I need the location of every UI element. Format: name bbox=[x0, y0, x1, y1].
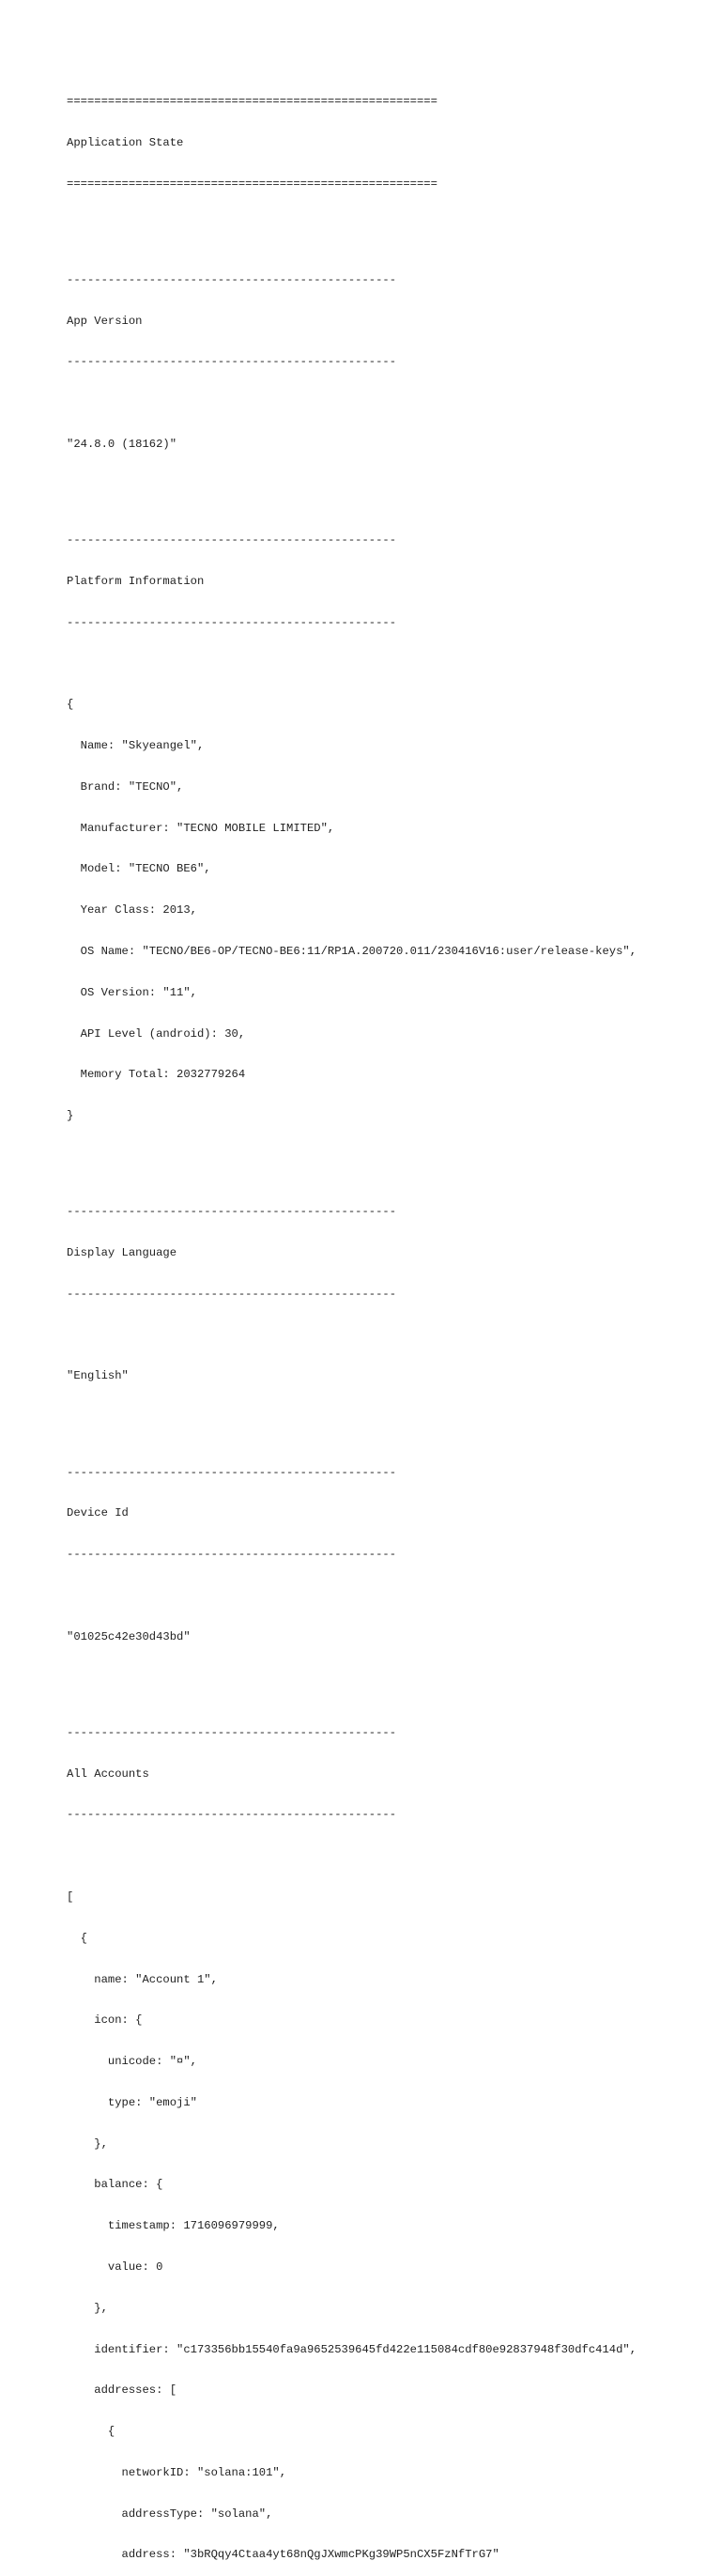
platform-model: Model: "TECNO BE6", bbox=[67, 862, 211, 876]
blank-line bbox=[67, 1671, 637, 1685]
blank-line bbox=[67, 1329, 637, 1343]
platform-year-class: Year Class: 2013, bbox=[67, 903, 197, 918]
section-heading-all-accounts: All Accounts bbox=[67, 1766, 149, 1781]
account-balance-timestamp: timestamp: 1716096979999, bbox=[67, 2219, 280, 2233]
platform-open-brace: { bbox=[67, 698, 74, 712]
account-balance-value: value: 0 bbox=[67, 2260, 163, 2274]
application-state-document bbox=[67, 68, 637, 2576]
account-open-brace: { bbox=[67, 1931, 87, 1945]
app-version-value: "24.8.0 (18162)" bbox=[67, 438, 177, 452]
section-rule: ------------------------------------------------ bbox=[67, 1287, 397, 1301]
section-rule: ------------------------------------------------ bbox=[67, 1548, 397, 1562]
account-addresses-open: addresses: [ bbox=[67, 2383, 177, 2398]
section-rule: ------------------------------------------------ bbox=[67, 1725, 397, 1739]
double-rule-top: ====================================================== bbox=[67, 95, 437, 109]
blank-line bbox=[67, 219, 637, 233]
section-heading-app-version: App Version bbox=[67, 314, 143, 328]
section-heading-platform-information: Platform Information bbox=[67, 574, 205, 588]
account-balance-close: }, bbox=[67, 2301, 108, 2315]
accounts-open-bracket: [ bbox=[67, 1890, 74, 1904]
platform-api-level: API Level (android): 30, bbox=[67, 1026, 246, 1041]
section-rule: ------------------------------------------------ bbox=[67, 1808, 397, 1822]
device-id-value: "01025c42e30d43bd" bbox=[67, 1629, 191, 1643]
account-name: name: "Account 1", bbox=[67, 1972, 218, 1986]
section-rule: ------------------------------------------------ bbox=[67, 1465, 397, 1479]
blank-line bbox=[67, 1411, 637, 1425]
address-open-brace: { bbox=[67, 2425, 115, 2439]
section-rule: ------------------------------------------------ bbox=[67, 615, 397, 629]
address-value: address: "3bRQqy4Ctaa4yt68nQgJXwmcPKg39WP5nCX5FzNfTrG7" bbox=[67, 2548, 499, 2562]
address-network-id: networkID: "solana:101", bbox=[67, 2465, 287, 2479]
blank-line bbox=[67, 1849, 637, 1863]
platform-close-brace: } bbox=[67, 1109, 74, 1123]
section-rule: ------------------------------------------------ bbox=[67, 533, 397, 548]
platform-os-name: OS Name: "TECNO/BE6-OP/TECNO-BE6:11/RP1A.200720.011/230416V16:user/release-keys", bbox=[67, 945, 637, 958]
section-heading-device-id: Device Id bbox=[67, 1506, 129, 1520]
section-rule: ------------------------------------------------ bbox=[67, 1205, 397, 1219]
platform-name: Name: "Skyeangel", bbox=[67, 739, 205, 753]
section-rule: ------------------------------------------------ bbox=[67, 355, 397, 369]
account-balance-open: balance: { bbox=[67, 2178, 163, 2192]
address-type: addressType: "solana", bbox=[67, 2507, 273, 2521]
document-title: Application State bbox=[67, 135, 184, 149]
platform-brand: Brand: "TECNO", bbox=[67, 779, 184, 794]
section-heading-display-language: Display Language bbox=[67, 1246, 177, 1260]
double-rule-bottom: ====================================================== bbox=[67, 177, 437, 191]
blank-line bbox=[67, 1150, 637, 1165]
platform-manufacturer: Manufacturer: "TECNO MOBILE LIMITED", bbox=[67, 821, 335, 835]
display-language-value: "English" bbox=[67, 1369, 129, 1383]
account-identifier: identifier: "c173356bb15540fa9a9652539645fd422e115084cdf80e92837948f30dfc414d", bbox=[67, 2342, 637, 2356]
section-rule: ------------------------------------------------ bbox=[67, 272, 397, 286]
blank-line bbox=[67, 479, 637, 493]
platform-memory-total: Memory Total: 2032779264 bbox=[67, 1068, 246, 1082]
account-icon-open: icon: { bbox=[67, 2013, 143, 2028]
blank-line bbox=[67, 657, 637, 671]
account-icon-type: type: "emoji" bbox=[67, 2095, 197, 2109]
blank-line bbox=[67, 396, 637, 410]
platform-os-version: OS Version: "11", bbox=[67, 985, 197, 999]
account-icon-unicode: unicode: "¤", bbox=[67, 2055, 197, 2069]
account-icon-close: }, bbox=[67, 2136, 108, 2151]
blank-line bbox=[67, 1589, 637, 1603]
